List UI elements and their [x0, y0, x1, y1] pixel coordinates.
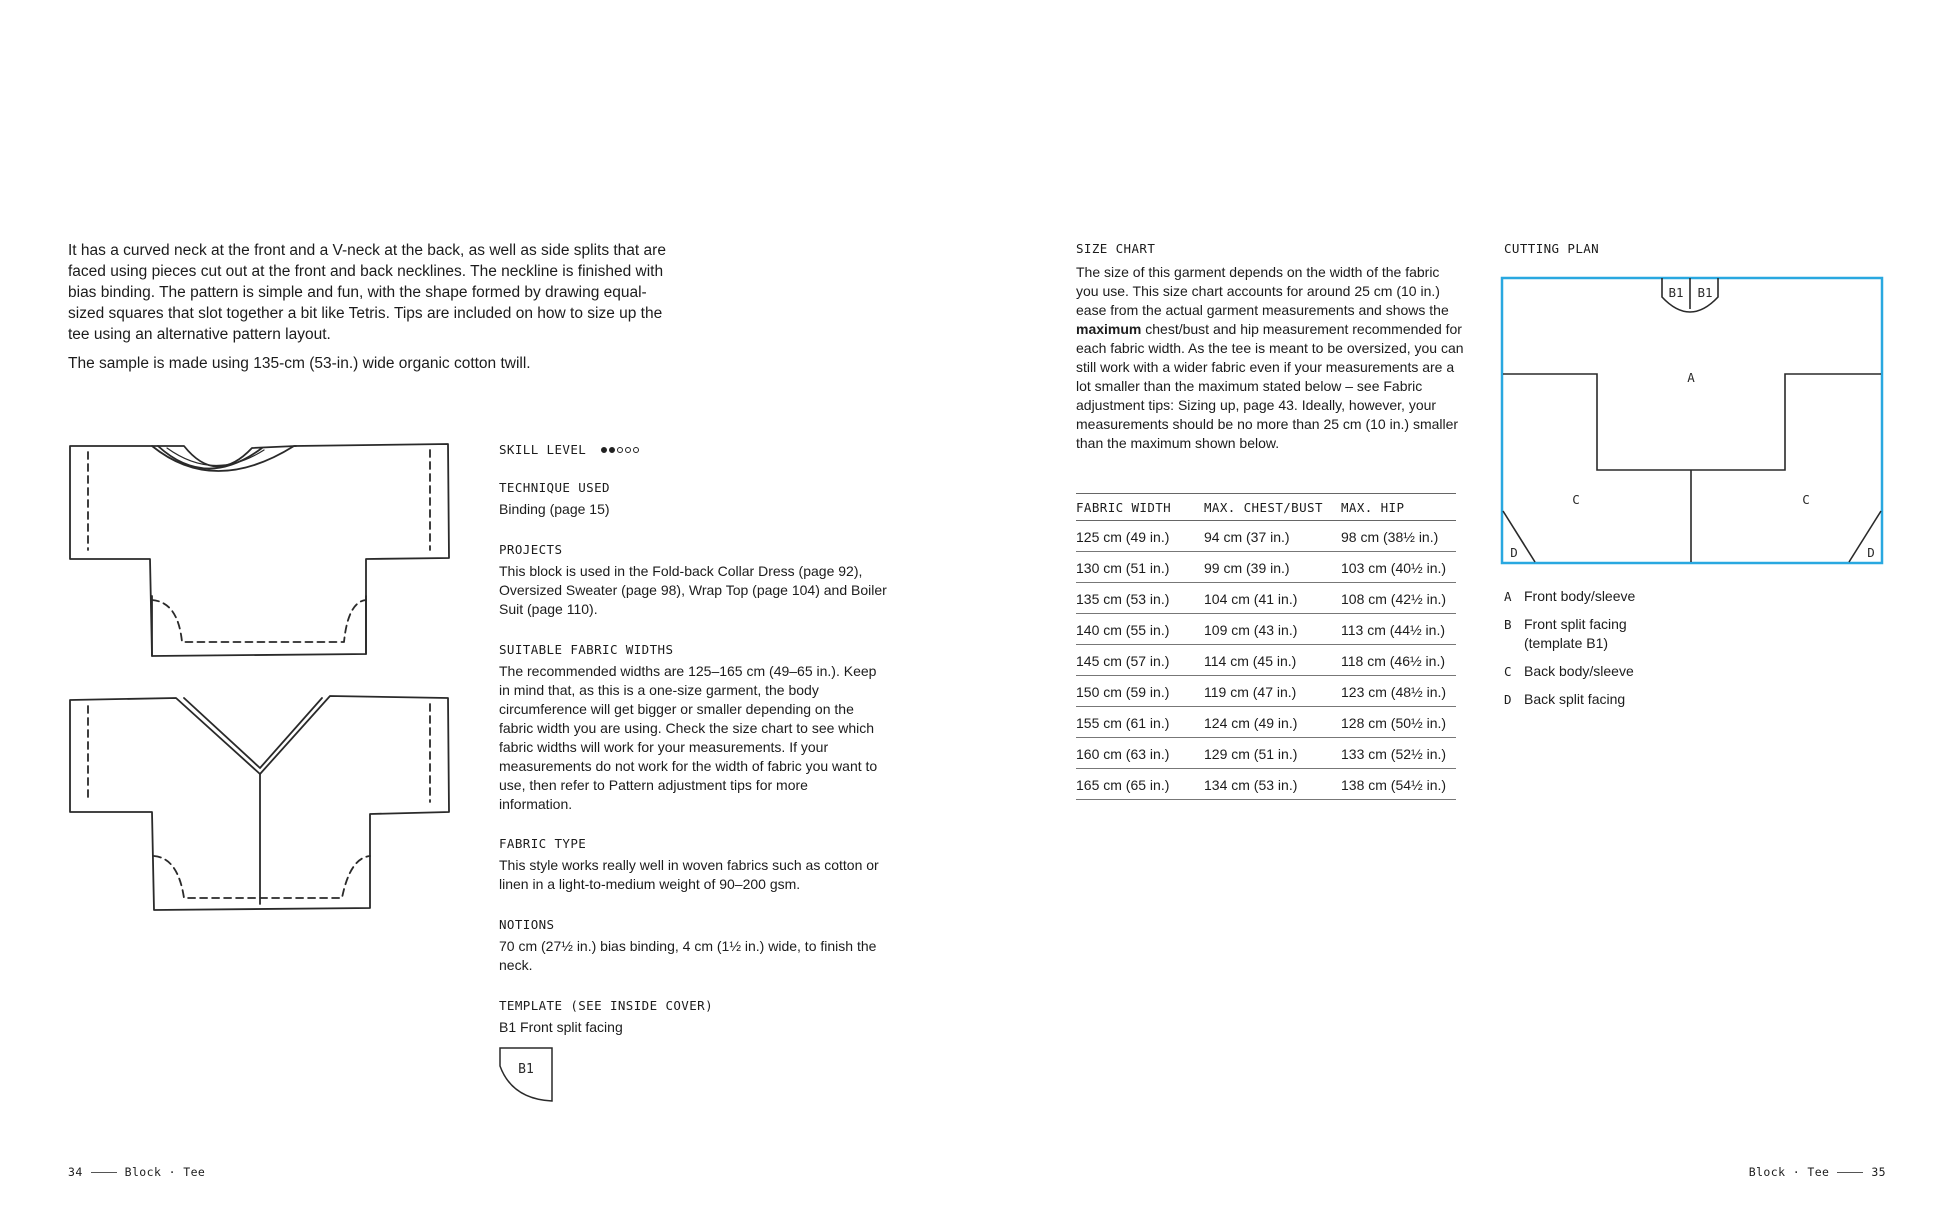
fabric-outline [1502, 278, 1882, 563]
table-row [1076, 769, 1456, 800]
table-cell: 145 cm (57 in.) [1076, 645, 1204, 676]
table-cell: 104 cm (41 in.) [1204, 583, 1341, 614]
table-cell: 165 cm (65 in.) [1076, 769, 1204, 800]
table-row [1076, 738, 1456, 769]
table-cell: 103 cm (40½ in.) [1341, 552, 1456, 583]
table-row [1076, 552, 1456, 583]
size-chart-intro [1076, 263, 1464, 453]
legend-item [1504, 587, 1704, 606]
skill-level-dots [601, 442, 641, 456]
piece-a-outline [1503, 374, 1881, 470]
table-cell: 98 cm (38½ in.) [1341, 521, 1456, 552]
cutting-plan-diagram [1500, 275, 1886, 567]
intro-text [68, 240, 678, 382]
template-b1-shape [498, 1046, 558, 1104]
legend-key: B [1504, 617, 1512, 632]
table-cell: 114 cm (45 in.) [1204, 645, 1341, 676]
table-cell: 119 cm (47 in.) [1204, 676, 1341, 707]
piece-label-b1: B1 [1697, 285, 1713, 300]
footer-right [1749, 1165, 1886, 1179]
table-cell: 135 cm (53 in.) [1076, 583, 1204, 614]
template-piece-label: B1 [518, 1062, 534, 1077]
technique-section [499, 480, 899, 519]
notions-text: 70 cm (27½ in.) bias binding, 4 cm (1½ in.) wide, to finish the neck. [499, 938, 877, 973]
table-row [1076, 645, 1456, 676]
running-title: Block · Tee [124, 1165, 206, 1179]
fabric-widths-section [499, 642, 879, 814]
fabric-widths-label: SUITABLE FABRIC WIDTHS [499, 642, 674, 657]
skill-dot-empty [617, 447, 623, 453]
template-text: B1 Front split facing [499, 1019, 623, 1035]
legend-text: Front body/sleeve [1524, 588, 1636, 604]
skill-dot-filled [601, 447, 607, 453]
table-cell: 123 cm (48½ in.) [1341, 676, 1456, 707]
page-number: 35 [1871, 1165, 1886, 1179]
piece-d-cutline [1849, 511, 1881, 562]
notions-section [499, 917, 889, 975]
legend-item [1504, 615, 1704, 653]
legend-key: C [1504, 664, 1512, 679]
table-cell: 128 cm (50½ in.) [1341, 707, 1456, 738]
projects-section [499, 542, 889, 619]
legend-item [1504, 690, 1704, 709]
cutting-plan-label: CUTTING PLAN [1504, 241, 1600, 256]
size-chart-header-row [1076, 494, 1456, 521]
table-cell: 109 cm (43 in.) [1204, 614, 1341, 645]
footer-rule [91, 1172, 117, 1173]
piece-label-c: C [1802, 492, 1810, 507]
skill-level-label: SKILL LEVEL [499, 442, 587, 457]
piece-label-a: A [1687, 370, 1695, 385]
size-chart-intro-before: The size of this garment depends on the width of the fabric you use. This size chart accounts for around 25 cm (10 in.) ease from the actual garment measurements and shows the [1076, 264, 1449, 318]
technique-label: TECHNIQUE USED [499, 480, 610, 495]
skill-dot-empty [633, 447, 639, 453]
piece-label-b1: B1 [1668, 285, 1684, 300]
tee-front-illustration [66, 438, 456, 663]
intro-paragraph-1: It has a curved neck at the front and a V-neck at the back, as well as side splits that are faced using pieces cut out at the front and back necklines. The neckline is finished with bias binding. The pattern is simple and fun, with the shape formed by drawing equal-sized squares that slot together a bit like Tetris. Tips are included on how to size up the tee using an alternative pattern layout. [68, 242, 666, 343]
table-row [1076, 707, 1456, 738]
table-cell: 124 cm (49 in.) [1204, 707, 1341, 738]
table-row [1076, 583, 1456, 614]
template-section [499, 998, 899, 1037]
footer-rule [1837, 1172, 1863, 1173]
legend-text: Back split facing [1524, 691, 1626, 707]
piece-label-d: D [1510, 545, 1518, 560]
table-cell: 150 cm (59 in.) [1076, 676, 1204, 707]
skill-dot-filled [609, 447, 615, 453]
table-row [1076, 676, 1456, 707]
table-cell: 140 cm (55 in.) [1076, 614, 1204, 645]
legend-text: Front split facing (template B1) [1524, 616, 1627, 651]
table-cell: 129 cm (51 in.) [1204, 738, 1341, 769]
legend-key: D [1504, 692, 1512, 707]
table-cell: 94 cm (37 in.) [1204, 521, 1341, 552]
running-title: Block · Tee [1748, 1165, 1830, 1179]
page-number: 34 [68, 1165, 83, 1179]
table-cell: 133 cm (52½ in.) [1341, 738, 1456, 769]
piece-d-cutline [1503, 511, 1535, 562]
legend-key: A [1504, 589, 1512, 604]
skill-level [499, 441, 899, 459]
column-header: MAX. HIP [1341, 494, 1456, 521]
fabric-widths-text: The recommended widths are 125–165 cm (49–65 in.). Keep in mind that, as this is a one-size garment, the body circumference will get bigger or smaller depending on the fabric width you are using. Check the size chart to see which fabric widths will work for your measurements. If your measurements do not work for the width of fabric you want to use, then refer to Pattern adjustment tips for more information. [499, 663, 878, 812]
template-label: TEMPLATE (SEE INSIDE COVER) [499, 998, 713, 1013]
table-row [1076, 614, 1456, 645]
piece-label-d: D [1867, 545, 1875, 560]
table-cell: 99 cm (39 in.) [1204, 552, 1341, 583]
size-chart-label: SIZE CHART [1076, 241, 1156, 256]
size-chart-intro-bold: maximum [1076, 321, 1142, 337]
size-chart-table [1076, 493, 1456, 800]
fabric-type-section [499, 836, 889, 894]
tee-back-illustration [66, 690, 456, 920]
intro-paragraph-2: The sample is made using 135-cm (53-in.) wide organic cotton twill. [68, 355, 531, 372]
table-cell: 138 cm (54½ in.) [1341, 769, 1456, 800]
table-cell: 130 cm (51 in.) [1076, 552, 1204, 583]
column-header: FABRIC WIDTH [1076, 494, 1204, 521]
projects-text: This block is used in the Fold-back Collar Dress (page 92), Oversized Sweater (page 98), Wrap Top (page 104) and Boiler Suit (page 110). [499, 563, 887, 617]
table-cell: 108 cm (42½ in.) [1341, 583, 1456, 614]
footer-left [68, 1165, 205, 1179]
legend-item [1504, 662, 1704, 681]
fabric-type-label: FABRIC TYPE [499, 836, 587, 851]
notions-label: NOTIONS [499, 917, 555, 932]
cutting-plan-legend [1504, 587, 1704, 718]
legend-text: Back body/sleeve [1524, 663, 1634, 679]
column-header: MAX. CHEST/BUST [1204, 494, 1341, 521]
table-cell: 160 cm (63 in.) [1076, 738, 1204, 769]
fabric-type-text: This style works really well in woven fabrics such as cotton or linen in a light-to-medium weight of 90–200 gsm. [499, 857, 879, 892]
skill-dot-empty [625, 447, 631, 453]
technique-text: Binding (page 15) [499, 501, 610, 517]
table-cell: 125 cm (49 in.) [1076, 521, 1204, 552]
table-cell: 118 cm (46½ in.) [1341, 645, 1456, 676]
projects-label: PROJECTS [499, 542, 563, 557]
table-cell: 113 cm (44½ in.) [1341, 614, 1456, 645]
piece-label-c: C [1572, 492, 1580, 507]
size-chart-intro-after: chest/bust and hip measurement recommended for each fabric width. As the tee is meant to be oversized, you can still work with a wider fabric even if your measurements are a lot smaller than the maximum stated below – see Fabric adjustment tips: Sizing up, page 43. Ideally, however, your measurements should be no more than 25 cm (10 in.) smaller than the maximum shown below. [1076, 321, 1464, 451]
table-row [1076, 521, 1456, 552]
table-cell: 134 cm (53 in.) [1204, 769, 1341, 800]
table-cell: 155 cm (61 in.) [1076, 707, 1204, 738]
